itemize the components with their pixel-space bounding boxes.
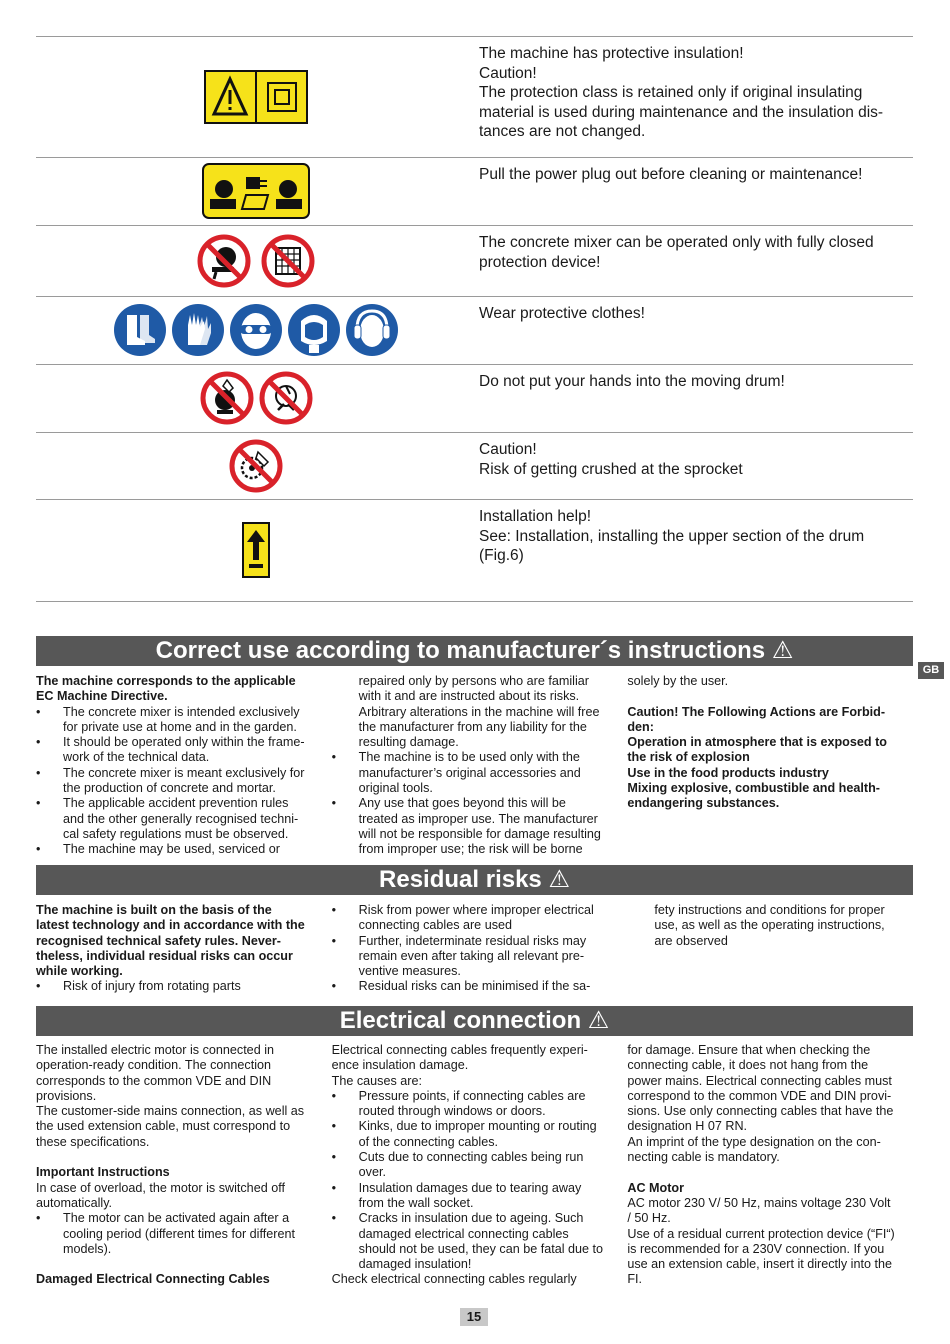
section-heading-electrical xyxy=(36,1006,913,1036)
text-line: Do not put your hands into the moving drum! xyxy=(479,373,785,390)
symbol-description xyxy=(479,507,905,566)
text-line: • The motor can be activated again after a xyxy=(36,1211,322,1226)
section-body xyxy=(36,1043,913,1288)
text-line: Caution! xyxy=(479,64,537,82)
text-line: use an extension cable, insert it directly into the xyxy=(627,1257,892,1272)
section-body xyxy=(36,903,913,995)
text-line: correspond to the common VDE and DIN provi- xyxy=(627,1088,892,1103)
text-line: Use in the food products industry xyxy=(627,765,829,780)
symbol-row xyxy=(36,157,913,225)
text-line: material is used during maintenance and the insulation dis- xyxy=(479,103,884,121)
text-line: Caution! xyxy=(479,441,537,458)
text-line: operation-ready condition. The connection xyxy=(36,1058,272,1073)
text-column xyxy=(36,903,322,995)
text-line: Wear protective clothes! xyxy=(479,305,645,322)
text-line: EC Machine Directive. xyxy=(36,689,168,704)
text-line: den: xyxy=(627,719,654,734)
text-line: Arbitrary alterations in the machine will free xyxy=(358,704,600,719)
text-line: The protection class is retained only if original insulating xyxy=(479,84,863,101)
text-line: automatically. xyxy=(36,1195,113,1210)
text-column xyxy=(627,903,913,995)
section-title: Correct use according to manufacturer´s instructions xyxy=(155,637,766,664)
text-line: are observed xyxy=(654,933,728,948)
text-line: repaired only by persons who are familiar xyxy=(358,674,589,688)
no-grid-removal-icon xyxy=(260,233,316,289)
text-line: Installation help! xyxy=(479,508,592,525)
warning-icon: ⚠ xyxy=(548,866,570,893)
text-line: • The applicable accident prevention rules xyxy=(36,796,322,811)
text-column xyxy=(36,674,322,858)
text-column xyxy=(36,1043,322,1288)
text-line: ventive measures. xyxy=(358,964,461,979)
text-line: damaged insulation! xyxy=(358,1257,472,1272)
text-line: Important Instructions xyxy=(36,1165,170,1180)
text-line: original tools. xyxy=(358,781,433,796)
symbol-cell xyxy=(36,499,476,601)
unplug-before-maintenance-icon xyxy=(202,163,310,219)
text-line: while working. xyxy=(36,964,123,979)
text-line: • The concrete mixer is meant exclusively for xyxy=(36,766,322,781)
text-line: cooling period (different times for different xyxy=(63,1226,295,1241)
text-line: • Cracks in insulation due to ageing. Such xyxy=(332,1211,618,1226)
warning-icon: ⚠ xyxy=(587,1007,610,1034)
text-line: necting cable is mandatory. xyxy=(627,1150,780,1165)
text-line: / 50 Hz. xyxy=(627,1211,671,1226)
section-title: Residual risks xyxy=(379,866,542,893)
symbol-description xyxy=(479,233,905,272)
crush-hazard-sprocket-icon xyxy=(228,438,284,494)
face-shield-icon xyxy=(287,303,341,357)
text-line: theless, individual residual risks can occur xyxy=(36,948,293,963)
symbol-row xyxy=(36,36,913,157)
text-line: treated as improper use. The manufacturer xyxy=(358,811,598,826)
symbol-cell xyxy=(36,432,476,499)
text-line: Operation in atmosphere that is exposed to xyxy=(627,735,887,750)
text-line: will not be responsible for damage resulting xyxy=(358,826,601,841)
symbol-row xyxy=(36,364,913,432)
text-line: for damage. Ensure that when checking the xyxy=(627,1043,871,1057)
safety-boots-icon xyxy=(113,303,167,357)
text-line: fety instructions and conditions for proper xyxy=(654,903,885,917)
symbol-cell xyxy=(36,364,476,432)
text-line: AC Motor xyxy=(627,1180,685,1195)
symbol-description xyxy=(479,440,905,479)
text-line: • Insulation damages due to tearing away xyxy=(332,1181,618,1196)
text-line: these specifications. xyxy=(36,1134,150,1149)
symbol-cell xyxy=(36,36,476,157)
text-line: An imprint of the type designation on the con- xyxy=(627,1134,881,1149)
text-line: over. xyxy=(358,1165,386,1180)
spacer xyxy=(36,1150,322,1165)
text-line: is recommended for a 230V connection. If you xyxy=(627,1241,885,1256)
text-line: • It should be operated only within the frame- xyxy=(36,735,322,750)
text-line: designation H 07 RN. xyxy=(627,1119,748,1134)
text-line: sions. Use only connecting cables that have the xyxy=(627,1104,894,1119)
text-line: and the other generally recognised techni- xyxy=(63,811,299,826)
spacer xyxy=(627,1165,913,1180)
text-line: The machine corresponds to the applicable xyxy=(36,674,296,688)
text-line: Damaged Electrical Connecting Cables xyxy=(36,1272,270,1287)
text-line: The customer-side mains connection, as well as xyxy=(36,1104,305,1119)
text-line: provisions. xyxy=(36,1088,97,1103)
text-line: Pull the power plug out before cleaning or maintenance! xyxy=(479,166,863,183)
text-line: use, as well as the operating instructions, xyxy=(654,918,885,933)
text-line: The installed electric motor is connected in xyxy=(36,1043,274,1057)
text-line: protection device! xyxy=(479,253,601,271)
text-line: work of the technical data. xyxy=(63,750,210,765)
symbol-row xyxy=(36,296,913,364)
text-line: Mixing explosive, combustible and health- xyxy=(627,781,880,796)
symbol-cell xyxy=(36,157,476,225)
section-title: Electrical connection xyxy=(339,1007,582,1034)
text-line: The concrete mixer can be operated only with fully closed xyxy=(479,234,874,251)
text-column xyxy=(627,674,913,858)
text-column xyxy=(332,674,618,858)
text-line: • Pressure points, if connecting cables are xyxy=(332,1089,618,1104)
text-line: from improper use; the risk will be borne xyxy=(358,842,583,857)
text-line: Caution! The Following Actions are Forbid- xyxy=(627,704,886,719)
text-line: manufacturer’s original accessories and xyxy=(358,765,581,780)
text-line: routed through windows or doors. xyxy=(358,1104,546,1119)
text-line: connecting cables are used xyxy=(358,918,512,933)
warning-and-double-insulation-icon xyxy=(204,70,308,124)
arrow-up-icon xyxy=(242,522,270,578)
text-line: • Further, indeterminate residual risks may xyxy=(332,934,618,949)
no-open-mixer-icon xyxy=(196,233,252,289)
goggles-icon xyxy=(229,303,283,357)
text-line: connecting cable, it does not hang from the xyxy=(627,1058,869,1073)
text-line: solely by the user. xyxy=(627,674,729,688)
text-line: Risk of getting crushed at the sprocket xyxy=(479,460,743,478)
page-number: 15 xyxy=(460,1308,488,1326)
text-line: • Any use that goes beyond this will be xyxy=(332,796,618,811)
symbol-row xyxy=(36,225,913,296)
text-line: The machine has protective insulation! xyxy=(479,45,744,62)
text-line: from the wall socket. xyxy=(358,1195,474,1210)
no-hands-in-drum-icon-2 xyxy=(258,370,314,426)
text-line: ence insulation damage. xyxy=(331,1058,469,1073)
symbol-description xyxy=(479,44,905,142)
text-line: Check electrical connecting cables regularly xyxy=(331,1272,577,1287)
symbol-description xyxy=(479,304,905,324)
language-tab: GB xyxy=(918,662,944,679)
symbol-cell xyxy=(36,225,476,296)
text-line: resulting damage. xyxy=(358,735,459,750)
text-line: for private use at home and in the garden. xyxy=(63,719,297,734)
symbol-description xyxy=(479,372,905,392)
text-line: recognised technical safety rules. Never- xyxy=(36,933,281,948)
section-body xyxy=(36,674,913,858)
text-line: • Risk of injury from rotating parts xyxy=(36,979,322,994)
text-column xyxy=(627,1043,913,1288)
spacer xyxy=(36,1257,322,1272)
text-line: • Residual risks can be minimised if the sa- xyxy=(332,979,618,994)
spacer xyxy=(627,689,913,704)
text-line: See: Installation, installing the upper section of the drum xyxy=(479,527,865,545)
text-line: damaged electrical connecting cables xyxy=(358,1226,569,1241)
symbol-row xyxy=(36,432,913,499)
symbol-row xyxy=(36,499,913,601)
text-line: corresponds to the common VDE and DIN xyxy=(36,1073,272,1088)
text-line: AC motor 230 V/ 50 Hz, mains voltage 230 Volt xyxy=(627,1195,891,1210)
text-line: power mains. Electrical connecting cables must xyxy=(627,1073,892,1088)
text-line: The causes are: xyxy=(331,1073,422,1088)
gloves-icon xyxy=(171,303,225,357)
text-line: the manufacturer from any liability for the xyxy=(358,719,587,734)
text-line: (Fig.6) xyxy=(479,547,524,564)
text-line: the production of concrete and mortar. xyxy=(63,781,276,796)
text-line: models). xyxy=(63,1241,112,1256)
text-line: tances are not changed. xyxy=(479,123,646,140)
text-line: latest technology and in accordance with the xyxy=(36,918,305,933)
symbol-cell xyxy=(36,296,476,364)
text-line: • The machine may be used, serviced or xyxy=(36,842,322,857)
table-rule xyxy=(36,601,913,602)
section-heading-correct-use xyxy=(36,636,913,666)
symbol-description xyxy=(479,165,905,185)
no-hands-in-drum-icon xyxy=(199,370,255,426)
text-line: the risk of explosion xyxy=(627,750,750,765)
text-line: should not be used, they can be fatal due to xyxy=(358,1241,604,1256)
text-line: • Cuts due to connecting cables being run xyxy=(332,1150,618,1165)
text-column xyxy=(332,903,618,995)
text-line: of the connecting cables. xyxy=(358,1134,498,1149)
text-line: with it and are instructed about its risks. xyxy=(358,689,580,704)
text-line: • Risk from power where improper electrical xyxy=(332,903,618,918)
text-line: FI. xyxy=(627,1272,643,1287)
text-line: In case of overload, the motor is switched off xyxy=(36,1180,285,1195)
text-line: Use of a residual current protection device (“FI“) xyxy=(627,1226,895,1241)
ear-protection-icon xyxy=(345,303,399,357)
section-heading-residual-risks xyxy=(36,865,913,895)
text-line: remain even after taking all relevant pre- xyxy=(358,948,585,963)
text-line: • Kinks, due to improper mounting or routing xyxy=(332,1119,618,1134)
text-line: the used extension cable, must correspond to xyxy=(36,1119,291,1134)
text-column xyxy=(332,1043,618,1288)
warning-icon: ⚠ xyxy=(771,637,794,664)
text-line: The machine is built on the basis of the xyxy=(36,903,272,917)
text-line: • The machine is to be used only with the xyxy=(332,750,618,765)
text-line: Electrical connecting cables frequently experi- xyxy=(331,1043,588,1057)
text-line: cal safety regulations must be observed. xyxy=(63,826,289,841)
text-line: endangering substances. xyxy=(627,796,780,811)
text-line: • The concrete mixer is intended exclusively xyxy=(36,705,322,720)
